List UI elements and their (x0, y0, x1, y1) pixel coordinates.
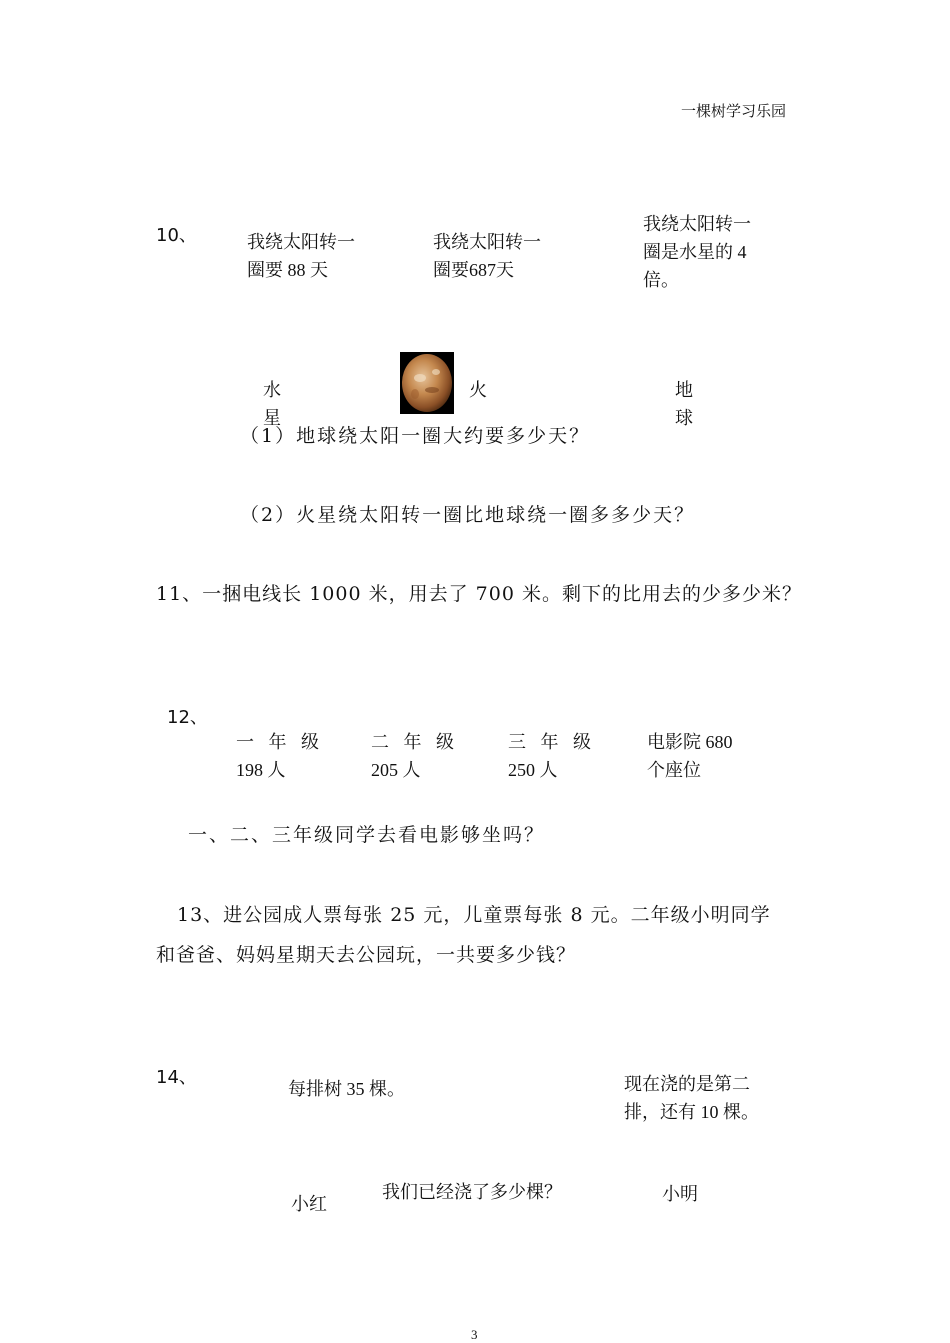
grade2-name: 二 年 级 (371, 732, 459, 752)
grade1-count: 198 人 (236, 760, 286, 780)
earth-speech: 我绕太阳转一圈是水星的 4 倍。 (643, 214, 751, 290)
page-number: 3 (471, 1327, 478, 1342)
question-12-number: 12、 (167, 707, 208, 728)
question-14-number: 14、 (156, 1067, 197, 1088)
earth-label: 地球 (675, 380, 693, 428)
mars-label: 火 (469, 380, 487, 400)
grade3-count: 250 人 (508, 760, 558, 780)
question-11: 11、一捆电线长 1000 米，用去了 700 米。剩下的比用去的少多少米？ (156, 583, 802, 605)
mars-planet-image (400, 352, 454, 414)
mercury-speech: 我绕太阳转一圈要 88 天 (247, 232, 355, 280)
name-xiaoming: 小明 (662, 1184, 698, 1204)
grade1-name: 一 年 级 (236, 732, 324, 752)
trees-per-row: 每排树 35 棵。 (288, 1079, 405, 1099)
name-xiaohong: 小红 (291, 1194, 327, 1214)
question-13-line1: 13、进公园成人票每张 25 元，儿童票每张 8 元。二年级小明同学 (177, 904, 771, 926)
page-header: 一棵树学习乐园 (681, 104, 787, 120)
question-14-text: 我们已经浇了多少棵？ (382, 1182, 562, 1202)
current-row-line1: 现在浇的是第二 (624, 1074, 750, 1094)
question-13-line2: 和爸爸、妈妈星期天去公园玩，一共要多少钱？ (156, 944, 577, 966)
cinema-seats-line1: 电影院 680 (647, 732, 733, 752)
question-12-text: 一、二、三年级同学去看电影够坐吗？ (188, 824, 546, 846)
current-row-line2: 排，还有 10 棵。 (624, 1102, 759, 1122)
cinema-seats-line2: 个座位 (647, 760, 701, 780)
grade2-count: 205 人 (371, 760, 421, 780)
question-10-sub2: （2）火星绕太阳转一圈比地球绕一圈多多少天？ (240, 504, 696, 526)
question-10-sub1: （1）地球绕太阳一圈大约要多少天？ (240, 425, 591, 447)
mars-planet-icon (400, 352, 454, 414)
question-10-number: 10、 (156, 225, 197, 246)
mercury-label: 水星 (263, 380, 281, 428)
grade3-name: 三 年 级 (508, 732, 596, 752)
mars-speech: 我绕太阳转一圈要687天 (433, 232, 541, 280)
